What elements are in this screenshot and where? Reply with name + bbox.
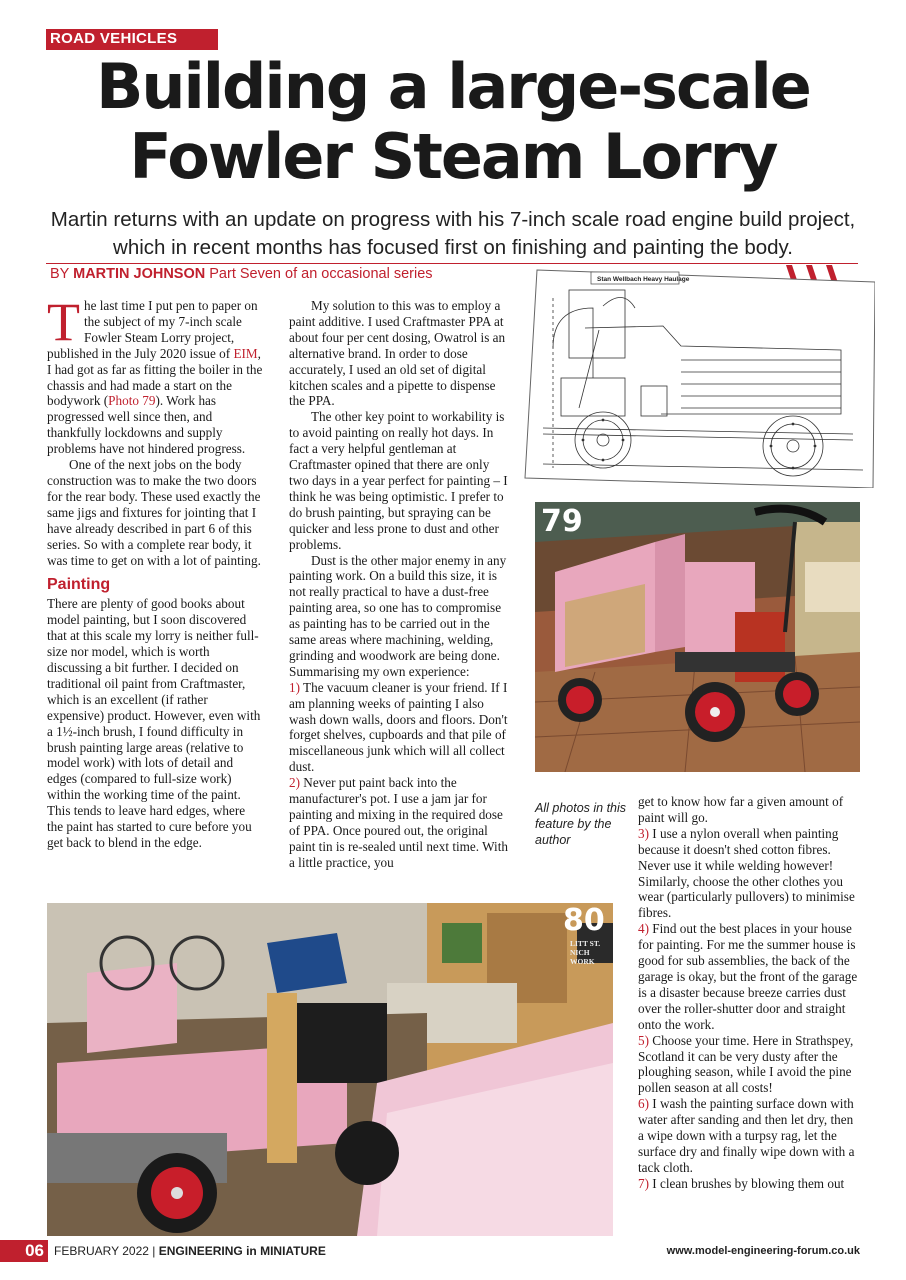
section-tag: ROAD VEHICLES xyxy=(46,29,218,48)
page-footer xyxy=(0,1240,906,1262)
column-1 xyxy=(47,292,264,851)
lorry-drawing xyxy=(523,268,875,488)
paragraph: Dust is the other major enemy in any painting work. On a build this size, it is not really practical to have a dust-free painting area, so one has to compromise as painting has to be carried out in the same areas where machining, welding, grinding and woodwork are being done. Summarising my own experience: xyxy=(289,552,507,679)
list-item: 2) Never put paint back into the manufacturer's pot. I use a jam jar for painting and mixing in the required dose of PPA. Once poured out, the original paint tin is re-sealed until next time. With a little practice, you xyxy=(289,775,508,870)
paragraph: The other key point to workability is to avoid painting on really hot days. In fact a very helpful gentleman at Craftmaster opined that there are only two days in a year perfect for painting – I think he was being optimistic. I prefer to do brush painting, but spraying can be quicker and less prone to dust and other problems. xyxy=(289,409,508,552)
intro-paragraph: The last time I put pen to paper on the subject of my 7-inch scale Fowler Steam Lorry project, published in the July 2020 issue of EIM, I had got as far as fitting the boiler in the chassis and had made a start on the bodywork (Photo 79). Work has progressed well since then, and thankfully lockdowns and supply problems have not hindered progress. xyxy=(47,292,263,457)
list-item: 4) Find out the best places in your house for painting. For me the summer house is good for sub assemblies, the back of the garage is okay, but the front of the garage is a disaster because breeze carries dust over the roller-shutter door and straight onto the work. xyxy=(638,921,858,1032)
byline: BY MARTIN JOHNSON Part Seven of an occasional series xyxy=(50,266,433,282)
paragraph: One of the next jobs on the body construction was to make the two doors for the rear body. These used exactly the same jigs and fixtures for jointing that I have already described in part 6 of this series. So with a complete rear body, it was time to get on with a lot of painting. xyxy=(47,457,261,568)
photo-caption: All photos in this feature by the author xyxy=(535,801,627,847)
painting-heading: Painting xyxy=(47,576,111,594)
photo-80-number: 80 xyxy=(563,903,605,938)
standfirst: Martin returns with an update on progress with his 7-inch scale road engine build project, which in recent months has focused first on finishing and painting the body. xyxy=(50,208,856,259)
article-title: Building a large-scale Fowler Steam Lorry xyxy=(96,50,810,193)
list-item: 7) I clean brushes by blowing them out xyxy=(638,1175,845,1191)
issue-info: FEBRUARY 2022 | ENGINEERING in MINIATURE xyxy=(54,1244,326,1258)
eim-link[interactable]: EIM xyxy=(233,345,258,361)
list-item: 3) I use a nylon overall when painting because it doesn't shed cotton fibres. Never use it while welding however! Similarly, choose the other clothes you wear (particularly pullovers) to minimise fibres. xyxy=(638,825,855,921)
list-item: 1) The vacuum cleaner is your friend. If I am planning weeks of painting I also wash down walls, doors and floors. Don't forget shelves, cupboards and that pile of miscellaneous junk which will all collect dust. xyxy=(289,679,508,775)
paragraph: There are plenty of good books about model painting, but I soon discovered that at this scale my lorry is neither full-size nor model, which is worth discussing a bit further. I decided on traditional oil paint from Craftmaster, which is an excellent (if rather expensive) product. However, even with a 1½-inch brush, I found difficulty in brush painting large areas (relative to model work) with lots of detail and edges (compared to full-size work) within the working time of the paint. This tends to leave hard edges, where the paint has started to cure before you get back to blend in the edge. xyxy=(47,596,261,850)
paragraph: get to know how far a given amount of paint will go. xyxy=(638,794,844,825)
photo-79-reference[interactable]: Photo 79 xyxy=(108,393,156,409)
column-2 xyxy=(289,298,509,871)
photo-79-number: 79 xyxy=(541,504,583,539)
list-item: 5) Choose your time. Here in Strathspey, Scotland it can be very dusty after the ploughing season, while I avoid the pine pollen season at all costs! xyxy=(638,1032,854,1096)
drawing-label: Stan Wellbach Heavy Haulage xyxy=(597,276,690,283)
drop-cap: T xyxy=(47,292,80,352)
page-number: 06 xyxy=(0,1240,48,1262)
photo-80 xyxy=(47,903,613,1236)
website-url[interactable]: www.model-engineering-forum.co.uk xyxy=(666,1245,860,1257)
paragraph: My solution to this was to employ a paint additive. I used Craftmaster PPA at about four per cent dosing, Owatrol is an alternative brand. In order to dose accurately, I used an old set of digital kitchen scales and a pipette to dispense the PPA. xyxy=(289,298,506,409)
photo-79 xyxy=(535,502,860,772)
column-3 xyxy=(638,794,860,1192)
list-item: 6) I wash the painting surface down with water after sanding and then let dry, then a wipe down with a turpsy rag, let the surface dry and finally wipe down with a tack cloth. xyxy=(638,1096,855,1175)
workshop-sign: LITT ST. NICH WORK xyxy=(570,939,601,966)
